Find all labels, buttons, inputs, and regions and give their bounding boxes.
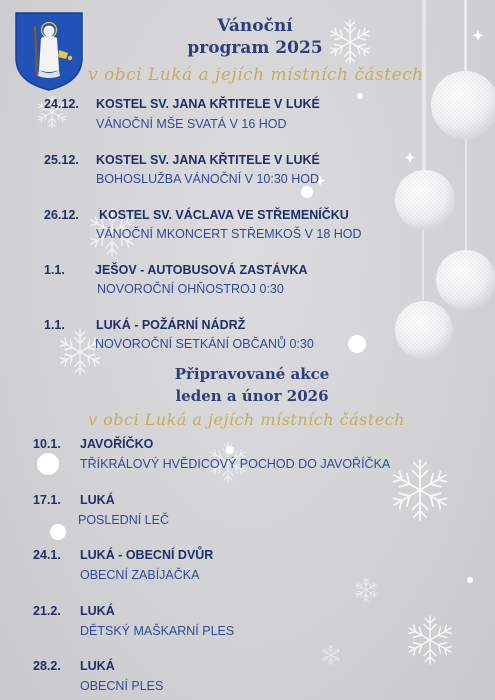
event-date: 26.12. [44, 208, 79, 222]
event-date: 24.1. [33, 548, 61, 562]
event-description: BOHOSLUŽBA VÁNOČNÍ V 10:30 HOD [96, 172, 319, 186]
section-title-line1: Připravované akce [174, 365, 330, 383]
snowflake-icon [390, 460, 449, 520]
event-date: 28.2. [33, 659, 61, 673]
ornament-icon [395, 170, 455, 230]
event-place: LUKÁ [80, 659, 115, 673]
event-date: 21.2. [33, 604, 61, 618]
event-description: NOVOROČNÍ SETKÁNÍ OBČANŮ 0:30 [95, 337, 314, 351]
event-place: JEŠOV - AUTOBUSOVÁ ZASTÁVKA [95, 263, 308, 277]
section-title-line2: leden a únor 2026 [175, 387, 329, 405]
snowflake-icon [321, 645, 341, 665]
ornament-icon [395, 301, 453, 359]
event-place: KOSTEL SV. JANA KŘTITELE V LUKÉ [96, 97, 320, 111]
ornament-icon [431, 71, 495, 139]
event-date: 17.1. [33, 493, 61, 507]
section-subtitle-script: v obci Luká a jejích místních částech [88, 410, 405, 429]
event-description: VÁNOČNÍ MKONCERT STŘEMKOŠ V 18 HOD [96, 227, 362, 241]
event-description: VÁNOČNÍ MŠE SVATÁ V 16 HOD [96, 117, 287, 131]
event-place: LUKÁ - OBECNÍ DVŮR [80, 548, 214, 562]
event-description: POSLEDNÍ LEČ [78, 513, 170, 527]
event-place: LUKÁ [80, 493, 115, 507]
event-place: KOSTEL SV. JANA KŘTITELE V LUKÉ [96, 153, 320, 167]
event-description: TŘÍKRÁLOVÝ HVĚDICOVÝ POCHOD DO JAVOŘÍČKA [80, 457, 391, 471]
snowflake-icon [406, 616, 454, 664]
snowflake-icon [354, 578, 378, 602]
event-place: JAVOŘÍČKO [80, 437, 154, 451]
coat-of-arms-logo [13, 10, 85, 92]
event-date: 1.1. [44, 263, 65, 277]
event-date: 10.1. [33, 437, 61, 451]
event-description: OBECNÍ ZABÍJAČKA [80, 568, 200, 582]
event-description: OBECNÍ PLES [80, 679, 164, 693]
event-description: NOVOROČNÍ OHŇOSTROJ 0:30 [97, 282, 284, 296]
subtitle-script: v obci Luká a jejích místních částech [88, 65, 424, 85]
event-description: DĚTSKÝ MAŠKARNÍ PLES [80, 624, 235, 638]
event-date: 24.12. [44, 97, 79, 111]
event-date: 25.12. [44, 153, 79, 167]
ornament-decorations [380, 0, 495, 380]
event-place: KOSTEL SV. VÁCLAVA VE STŘEMENÍČKU [99, 208, 349, 222]
page-title-line1: Vánoční [217, 16, 293, 36]
event-place: LUKÁ - POŽÁRNÍ NÁDRŽ [96, 318, 246, 332]
page-title-line2: program 2025 [187, 38, 323, 58]
ornament-icon [436, 250, 495, 310]
event-place: LUKÁ [80, 604, 115, 618]
event-date: 1.1. [44, 318, 65, 332]
